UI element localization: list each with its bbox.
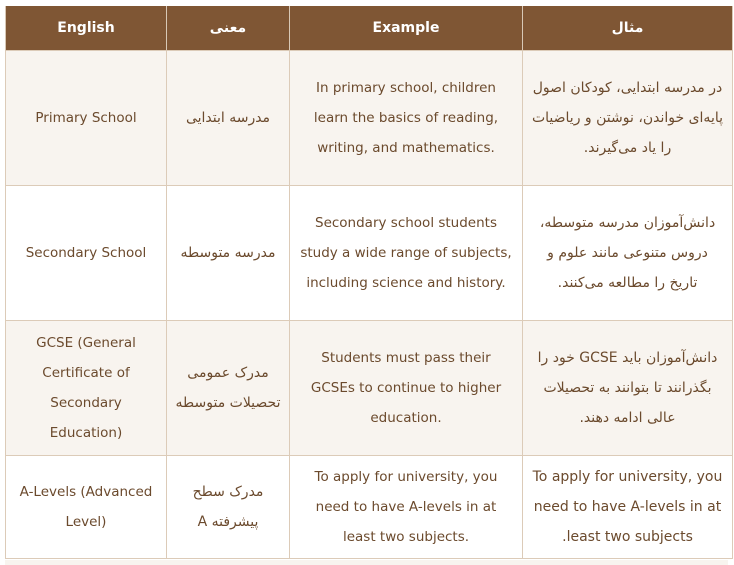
table-row: [6, 51, 733, 186]
table-row: [6, 321, 733, 456]
cell-mesal: To apply for university, you need to have A-levels in at least two subjects.: [523, 456, 733, 559]
table-row: [6, 456, 733, 559]
cell-english: A-Levels (Advanced Level): [6, 456, 167, 559]
header-example: Example: [290, 6, 523, 51]
vocabulary-table: [5, 6, 733, 559]
cell-maani: مدرسه ابتدایی: [167, 51, 290, 186]
header-row: [6, 6, 733, 51]
cell-maani: مدرک عمومی تحصیلات متوسطه: [167, 321, 290, 456]
cell-english: Secondary School: [6, 186, 167, 321]
header-english: English: [6, 6, 167, 51]
cell-example: Students must pass their GCSEs to continue to higher education.: [290, 321, 523, 456]
cell-english: GCSE (General Certificate of Secondary Education): [6, 321, 167, 456]
cell-example: In primary school, children learn the basics of reading, writing, and mathematics.: [290, 51, 523, 186]
cell-maani: مدرسه متوسطه: [167, 186, 290, 321]
header-mesal: مثال: [523, 6, 733, 51]
vocabulary-table-container: [5, 6, 728, 559]
table-bottom-edge: [5, 560, 728, 565]
cell-mesal: در مدرسه ابتدایی، کودکان اصول پایه‌ای خواندن، نوشتن و ریاضیات را یاد می‌گیرند.: [523, 51, 733, 186]
cell-english: Primary School: [6, 51, 167, 186]
cell-mesal: دانش‌آموزان باید GCSE خود را بگذرانند تا بتوانند به تحصیلات عالی ادامه دهند.: [523, 321, 733, 456]
header-maani: معنی: [167, 6, 290, 51]
cell-mesal: دانش‌آموزان مدرسه متوسطه، دروس متنوعی مانند علوم و تاریخ را مطالعه می‌کنند.: [523, 186, 733, 321]
cell-example: Secondary school students study a wide range of subjects, including science and history.: [290, 186, 523, 321]
cell-example: To apply for university, you need to have A-levels in at least two subjects.: [290, 456, 523, 559]
table-row: [6, 186, 733, 321]
cell-maani: مدرک سطح پیشرفته A: [167, 456, 290, 559]
